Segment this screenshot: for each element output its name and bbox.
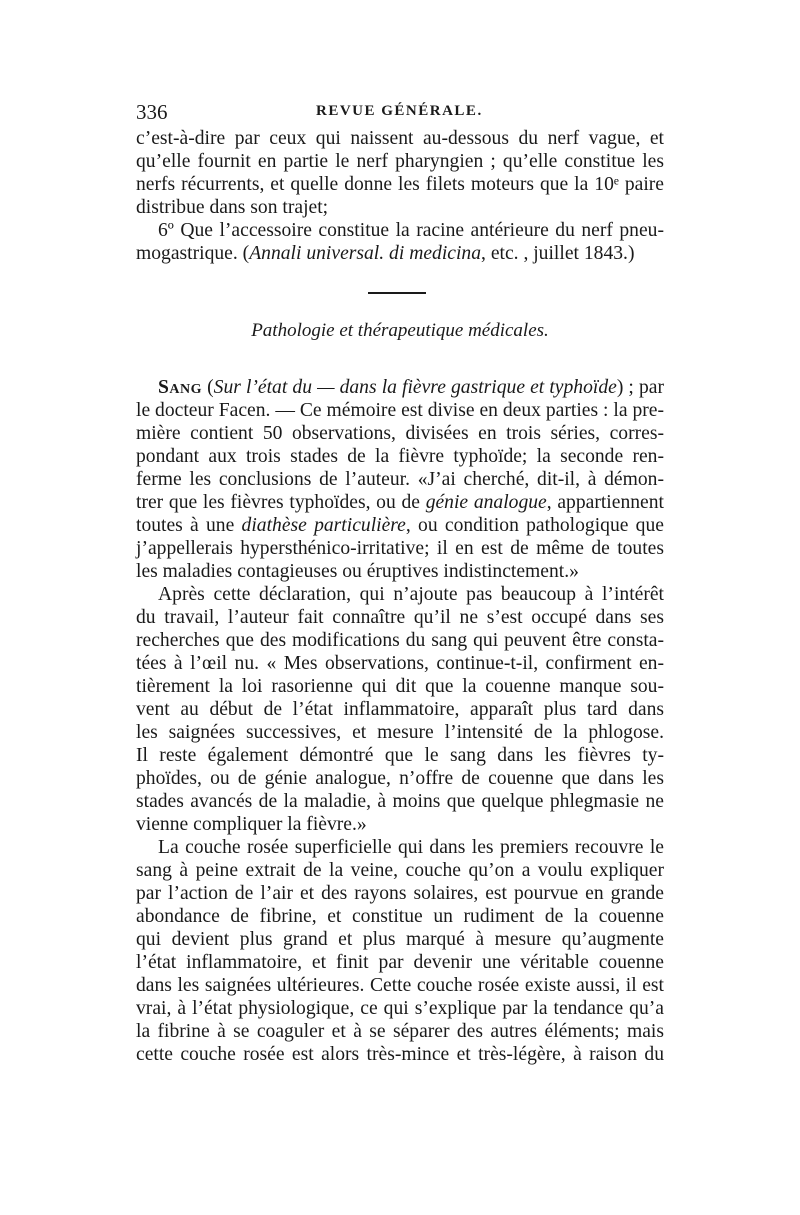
text-line: vent au début de l’état inflammatoire, apparaît plus tard dans bbox=[136, 699, 664, 720]
journal-title: Annali universal. di medicina bbox=[249, 243, 482, 264]
page-number: 336 bbox=[136, 100, 168, 124]
text-line: par l’action de l’air et des rayons solaires, est pourvue en grande bbox=[136, 883, 664, 904]
text-line bbox=[136, 514, 664, 537]
text-span: toutes à une bbox=[136, 515, 242, 536]
entry-subtitle: Sur l’état du — dans la fièvre gastrique et typhoïde bbox=[213, 377, 617, 398]
section-divider bbox=[368, 292, 426, 294]
text-line: Il reste également démontré que le sang dans les fièvres ty- bbox=[136, 745, 664, 766]
text-line: les saignées successives, et mesure l’intensité de la phlogose. bbox=[136, 722, 664, 743]
text-line: l’état inflammatoire, et finit par devenir une véritable couenne bbox=[136, 952, 664, 973]
text-span: mogastrique. ( bbox=[136, 243, 250, 264]
text-line: la fibrine à se coaguler et à se séparer des autres éléments; mais bbox=[136, 1021, 664, 1042]
text-line: vienne compliquer la fièvre.» bbox=[136, 814, 367, 835]
running-head: REVUE GÉNÉRALE. bbox=[316, 103, 483, 119]
text-line: ferme les conclusions de l’auteur. «J’ai cherché, dit-il, à démon- bbox=[136, 469, 664, 490]
text-line: nerfs récurrents, et quelle donne les filets moteurs que la 10ᵉ paire bbox=[136, 174, 664, 195]
text-line bbox=[136, 242, 664, 265]
text-line: c’est-à-dire par ceux qui naissent au-dessous du nerf vague, et bbox=[136, 128, 664, 149]
text-line: Après cette déclaration, qui n’ajoute pas beaucoup à l’intérêt bbox=[158, 584, 664, 605]
text-line: dans les saignées ultérieures. Cette couche rosée existe aussi, il est bbox=[136, 975, 664, 996]
text-line: recherches que des modifications du sang qui peuvent être consta- bbox=[136, 630, 664, 651]
text-line: tièrement la loi rasorienne qui dit que la couenne manque sou- bbox=[136, 676, 664, 697]
text-line: abondance de fibrine, et constitue un rudiment de la couenne bbox=[136, 906, 664, 927]
italic-term: génie analogue bbox=[425, 492, 547, 513]
text-span: , ou condition pathologique que bbox=[405, 515, 664, 536]
text-line: pondant aux trois stades de la fièvre typhoïde; la seconde ren- bbox=[136, 446, 664, 467]
text-line: du travail, l’auteur fait connaître qu’il ne s’est occupé dans ses bbox=[136, 607, 664, 628]
text-span: trer que les fièvres typhoïdes, ou de bbox=[136, 492, 426, 513]
text-line: cette couche rosée est alors très-mince et très-légère, à raison du bbox=[136, 1044, 664, 1065]
text-span: , etc. , juillet 1843.) bbox=[481, 243, 635, 264]
entry-label: Sang bbox=[158, 377, 203, 398]
text-line: mière contient 50 observations, divisées en trois séries, corres- bbox=[136, 423, 664, 444]
text-line: vrai, à l’état physiologique, ce qui s’explique par la tendance qu’a bbox=[136, 998, 664, 1019]
text-line: phoïdes, ou de génie analogue, n’offre de couenne que dans les bbox=[136, 768, 664, 789]
text-line: 6º Que l’accessoire constitue la racine antérieure du nerf pneu- bbox=[158, 220, 664, 241]
text-line: tées à l’œil nu. « Mes observations, continue-t-il, confirment en- bbox=[136, 653, 664, 674]
text-line: qui devient plus grand et plus marqué à mesure qu’augmente bbox=[136, 929, 664, 950]
text-span: , appartiennent bbox=[546, 492, 664, 513]
text-line: les maladies contagieuses ou éruptives indistinctement.» bbox=[136, 561, 579, 582]
page-header bbox=[136, 100, 666, 126]
text-span: ) ; par bbox=[616, 377, 664, 398]
italic-term: diathèse particulière bbox=[241, 515, 406, 536]
text-line: La couche rosée superficielle qui dans les premiers recouvre le bbox=[158, 837, 664, 858]
text-line bbox=[136, 491, 664, 514]
text-line: j’appellerais hypersthénico-irritative; il en est de même de toutes bbox=[136, 538, 664, 559]
text-span: ( bbox=[202, 377, 214, 398]
text-line: distribue dans son trajet; bbox=[136, 197, 329, 218]
text-line: stades avancés de la maladie, à moins que quelque phlegmasie ne bbox=[136, 791, 664, 812]
text-line: le docteur Facen. — Ce mémoire est divise en deux parties : la pre- bbox=[136, 400, 664, 421]
section-title: Pathologie et thérapeutique médicales. bbox=[251, 320, 549, 341]
text-line bbox=[158, 376, 664, 399]
text-line: sang à peine extrait de la veine, couche qu’on a voulu expliquer bbox=[136, 860, 664, 881]
text-line: qu’elle fournit en partie le nerf pharyngien ; qu’elle constitue les bbox=[136, 151, 664, 172]
